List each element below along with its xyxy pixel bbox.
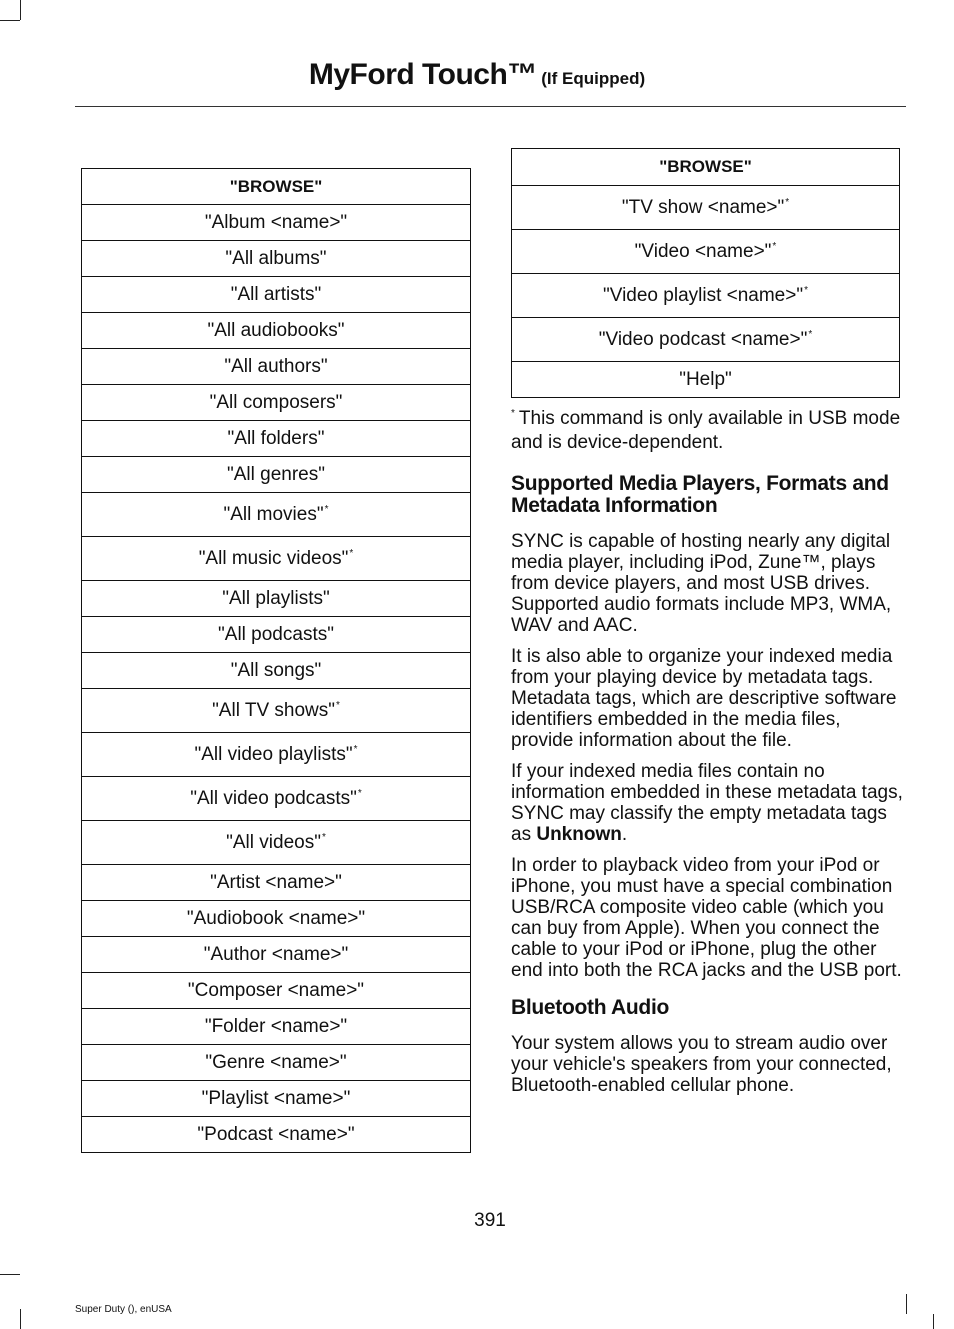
table-row xyxy=(82,1117,471,1153)
command-text: "Author <name>" xyxy=(203,943,349,965)
page-subtitle: (If Equipped) xyxy=(541,69,646,88)
table-row xyxy=(82,973,471,1009)
table-row xyxy=(82,241,471,277)
command-cell xyxy=(82,1117,471,1153)
command-cell xyxy=(82,581,471,617)
crop-mark-bottom-left-h xyxy=(0,1274,20,1275)
command-cell xyxy=(82,821,471,865)
table-row xyxy=(82,581,471,617)
command-cell xyxy=(82,733,471,777)
table-row xyxy=(82,689,471,733)
asterisk-mark: * xyxy=(336,699,340,711)
command-text: "All composers" xyxy=(209,391,343,413)
command-text: "Video <name>" xyxy=(634,240,772,262)
command-cell xyxy=(82,937,471,973)
command-cell xyxy=(512,362,900,398)
table-row xyxy=(82,1081,471,1117)
crop-mark-bottom-right-v1 xyxy=(933,1314,934,1329)
asterisk-mark: * xyxy=(785,196,790,208)
table-row xyxy=(82,349,471,385)
browse-commands-table-left xyxy=(81,168,471,1153)
table-row xyxy=(82,777,471,821)
table-row xyxy=(82,865,471,901)
asterisk-mark: * xyxy=(772,240,777,252)
command-cell xyxy=(82,901,471,937)
table-row xyxy=(82,1009,471,1045)
asterisk-mark: * xyxy=(321,831,326,843)
section-heading-media-players: Supported Media Players, Formats and Metadata Information xyxy=(511,472,889,517)
table-heading: "BROWSE" xyxy=(512,149,900,186)
table-row xyxy=(82,385,471,421)
command-text: "All videos" xyxy=(226,831,321,853)
crop-mark-bottom-left-v xyxy=(20,1309,21,1329)
command-text: "All movies" xyxy=(223,503,324,525)
command-text: "All audiobooks" xyxy=(207,319,345,341)
table-row xyxy=(82,457,471,493)
footer-text: Super Duty (), enUSA xyxy=(75,1304,172,1315)
table-row xyxy=(512,318,900,362)
table-row xyxy=(82,537,471,581)
asterisk-mark: * xyxy=(804,284,808,296)
command-text: "Help" xyxy=(679,368,732,390)
paragraph: Your system allows you to stream audio over your vehicle's speakers from your connected, Bluetooth-enabled cellular phone. xyxy=(511,1033,892,1096)
crop-mark-top-left-v xyxy=(20,0,21,20)
paragraph-text: . xyxy=(621,824,628,845)
command-cell xyxy=(82,537,471,581)
command-text: "All playlists" xyxy=(222,587,330,609)
command-cell xyxy=(82,457,471,493)
command-cell xyxy=(82,1009,471,1045)
table-row xyxy=(82,1045,471,1081)
asterisk-mark: * xyxy=(349,547,354,559)
asterisk-mark: * xyxy=(357,787,362,799)
table-row xyxy=(512,274,900,318)
paragraph: It is also able to organize your indexed media from your playing device by metadata tags. Metadata tags, which are descriptive software identifiers embedded in the media files, provide information about the file. xyxy=(511,646,897,751)
table-row xyxy=(82,617,471,653)
command-text: "Podcast <name>" xyxy=(197,1123,355,1145)
command-text: "Composer <name>" xyxy=(187,979,365,1001)
paragraph xyxy=(511,761,903,845)
command-text: "All authors" xyxy=(224,355,328,377)
asterisk-mark: * xyxy=(324,503,329,515)
command-text: "All artists" xyxy=(230,283,322,305)
paragraph: SYNC is capable of hosting nearly any digital media player, including iPod, Zune™, plays from device players, and most USB drives. Supported audio formats include MP3, WMA, WAV and AAC. xyxy=(511,531,892,636)
command-cell xyxy=(82,617,471,653)
command-text: "All songs" xyxy=(230,659,322,681)
crop-mark-top-left-h xyxy=(0,20,20,21)
table-row xyxy=(82,821,471,865)
command-cell xyxy=(82,421,471,457)
command-text: "Album <name>" xyxy=(204,211,348,233)
command-text: "All podcasts" xyxy=(218,623,334,645)
paragraph-text: If your indexed media files contain no information embedded in these metadata tags, SYNC may classify the empty metadata tags as xyxy=(511,761,903,845)
command-text: "All folders" xyxy=(227,427,325,449)
table-row xyxy=(82,205,471,241)
command-text: "Video playlist <name>" xyxy=(603,284,804,306)
table-row xyxy=(82,733,471,777)
command-cell xyxy=(82,493,471,537)
browse-commands-table-right xyxy=(511,148,900,398)
command-text: "Genre <name>" xyxy=(205,1051,347,1073)
command-text: "All genres" xyxy=(227,463,325,485)
right-column xyxy=(511,402,903,1106)
command-text: "Artist <name>" xyxy=(210,871,342,893)
table-row xyxy=(82,277,471,313)
paragraph: In order to playback video from your iPod or iPhone, you must have a special combination USB/RCA composite video cable (which you can buy from Apple). When you connect the cable to your iPod or iPhone, plug the other end into both the RCA jacks and the USB port. xyxy=(511,855,902,981)
header-rule xyxy=(75,106,906,107)
table-row xyxy=(512,362,900,398)
command-cell xyxy=(512,318,900,362)
command-text: "Audiobook <name>" xyxy=(186,907,366,929)
page-header xyxy=(0,58,954,92)
asterisk-mark: * xyxy=(353,743,358,755)
command-cell xyxy=(82,653,471,689)
page-number: 391 xyxy=(474,1210,506,1231)
command-cell xyxy=(82,349,471,385)
command-text: "Folder <name>" xyxy=(204,1015,348,1037)
command-text: "All TV shows" xyxy=(212,699,336,721)
command-cell xyxy=(82,689,471,733)
command-cell xyxy=(82,865,471,901)
command-text: "All video podcasts" xyxy=(190,787,357,809)
section-heading-bluetooth-audio: Bluetooth Audio xyxy=(511,996,670,1019)
table-row xyxy=(512,230,900,274)
command-cell xyxy=(82,385,471,421)
command-cell xyxy=(82,973,471,1009)
command-cell xyxy=(82,1045,471,1081)
table-row xyxy=(82,421,471,457)
command-text: "All music videos" xyxy=(198,547,349,569)
table-row xyxy=(82,937,471,973)
footnote xyxy=(511,402,903,455)
bold-term-unknown: Unknown xyxy=(536,824,622,845)
command-cell xyxy=(82,313,471,349)
crop-mark-bottom-right-v2 xyxy=(906,1294,907,1314)
command-cell xyxy=(82,1081,471,1117)
command-text: "Video podcast <name>" xyxy=(598,328,808,350)
command-text: "Playlist <name>" xyxy=(201,1087,351,1109)
command-cell xyxy=(512,186,900,230)
command-cell xyxy=(82,277,471,313)
table-row xyxy=(82,653,471,689)
command-cell xyxy=(82,205,471,241)
command-cell xyxy=(82,777,471,821)
asterisk-mark: * xyxy=(808,328,813,340)
table-row xyxy=(82,901,471,937)
table-row xyxy=(82,493,471,537)
command-text: "All video playlists" xyxy=(194,743,353,765)
footnote-text: This command is only available in USB mode and is device-dependent. xyxy=(511,408,901,453)
command-cell xyxy=(512,274,900,318)
table-row xyxy=(82,313,471,349)
command-cell xyxy=(512,230,900,274)
footnote-mark: * xyxy=(511,408,515,419)
command-text: "TV show <name>" xyxy=(621,196,785,218)
command-cell xyxy=(82,241,471,277)
command-text: "All albums" xyxy=(225,247,327,269)
page-title: MyFord Touch™ xyxy=(308,58,537,91)
table-heading: "BROWSE" xyxy=(82,169,471,205)
table-row xyxy=(512,186,900,230)
